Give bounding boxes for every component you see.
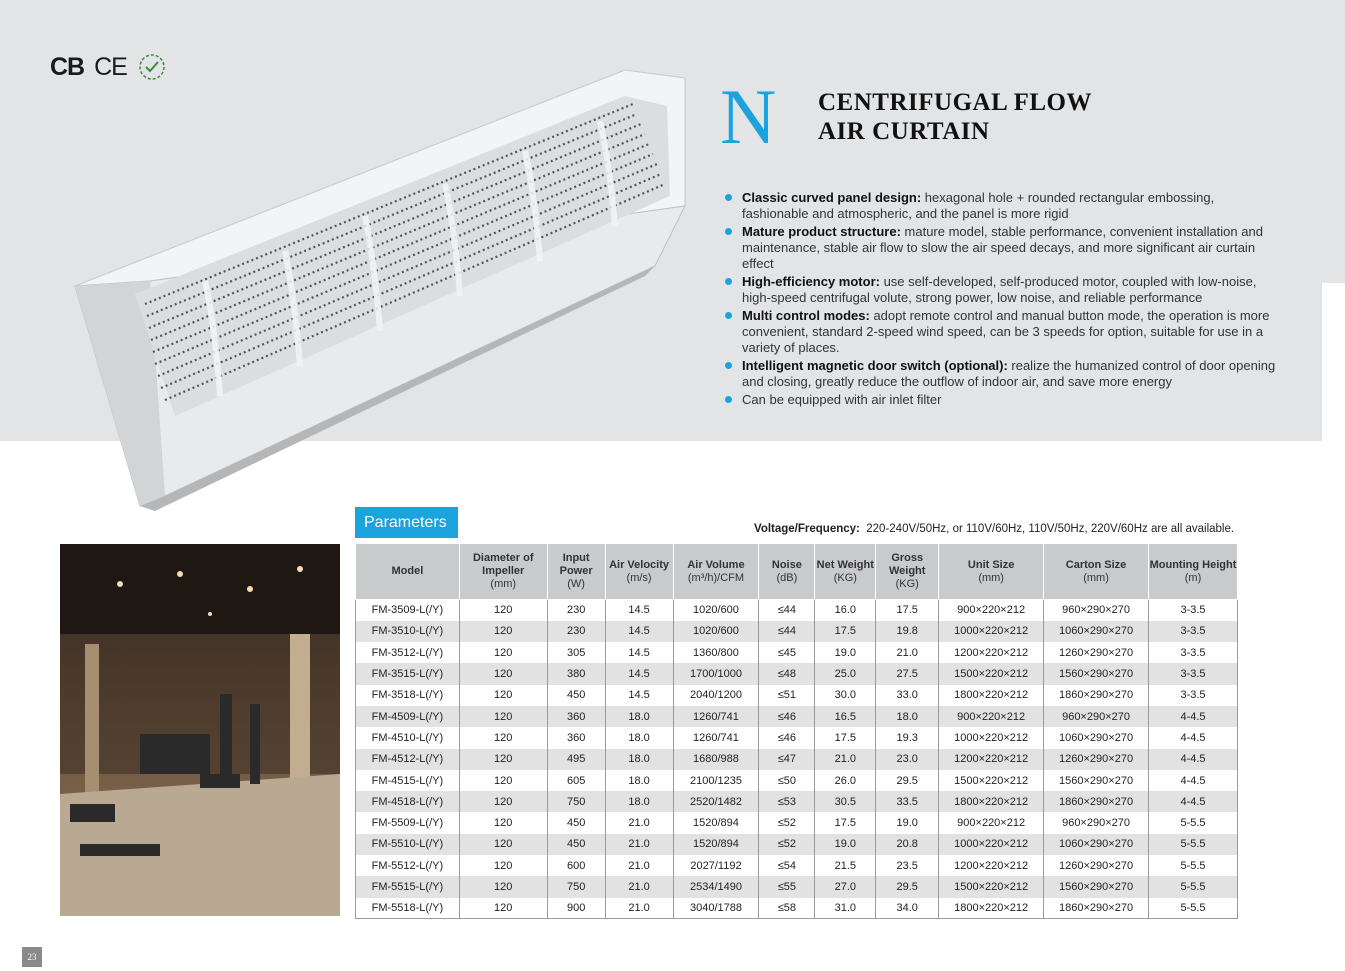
- feature-item: [724, 308, 1284, 356]
- table-cell: 380: [547, 663, 605, 684]
- table-cell: FM-3510-L(/Y): [356, 621, 460, 642]
- table-cell: 21.5: [815, 855, 876, 876]
- table-cell: 30.0: [815, 685, 876, 706]
- table-cell: 1700/1000: [673, 663, 759, 684]
- table-cell: 2040/1200: [673, 685, 759, 706]
- table-cell: 5-5.5: [1149, 834, 1238, 855]
- table-cell: FM-4512-L(/Y): [356, 749, 460, 770]
- feature-item: [724, 224, 1284, 272]
- table-cell: 2100/1235: [673, 770, 759, 791]
- table-row: [356, 791, 1238, 812]
- col-gross-weight: Gross Weight (KG): [876, 544, 939, 600]
- table-cell: 1860×290×270: [1044, 791, 1149, 812]
- table-cell: ≤46: [759, 727, 815, 748]
- table-cell: 1200×220×212: [939, 855, 1044, 876]
- cb-mark: CB: [50, 52, 85, 81]
- table-cell: 230: [547, 621, 605, 642]
- table-cell: 120: [459, 600, 547, 621]
- table-cell: 960×290×270: [1044, 812, 1149, 833]
- table-cell: FM-3509-L(/Y): [356, 600, 460, 621]
- table-row: [356, 621, 1238, 642]
- table-cell: 120: [459, 663, 547, 684]
- table-cell: 1000×220×212: [939, 834, 1044, 855]
- table-cell: 120: [459, 791, 547, 812]
- table-cell: 900×220×212: [939, 706, 1044, 727]
- table-cell: 2520/1482: [673, 791, 759, 812]
- table-cell: FM-3518-L(/Y): [356, 685, 460, 706]
- table-cell: 27.0: [815, 876, 876, 897]
- table-header-row: [356, 544, 1238, 600]
- table-cell: FM-3515-L(/Y): [356, 663, 460, 684]
- parameters-label: Parameters: [355, 507, 458, 538]
- table-cell: 1560×290×270: [1044, 876, 1149, 897]
- table-cell: 1500×220×212: [939, 663, 1044, 684]
- table-cell: 120: [459, 727, 547, 748]
- table-cell: 25.0: [815, 663, 876, 684]
- table-row: [356, 834, 1238, 855]
- table-cell: 305: [547, 642, 605, 663]
- voltage-label: Voltage/Frequency:: [754, 523, 860, 535]
- table-cell: 450: [547, 812, 605, 833]
- table-cell: 21.0: [605, 855, 673, 876]
- table-cell: ≤47: [759, 749, 815, 770]
- table-cell: 1520/894: [673, 812, 759, 833]
- table-row: [356, 855, 1238, 876]
- feature-title: High-efficiency motor:: [742, 274, 880, 289]
- table-cell: 19.0: [815, 642, 876, 663]
- table-cell: 19.8: [876, 621, 939, 642]
- table-cell: 900×220×212: [939, 812, 1044, 833]
- table-cell: FM-3512-L(/Y): [356, 642, 460, 663]
- table-cell: 120: [459, 876, 547, 897]
- table-cell: ≤52: [759, 834, 815, 855]
- feature-text: realize the humanized control of door opening and closing, greatly reduce the outflow of indoor air, and save more energy: [742, 358, 1276, 389]
- table-cell: 120: [459, 812, 547, 833]
- table-cell: 230: [547, 600, 605, 621]
- table-cell: 750: [547, 876, 605, 897]
- table-cell: 360: [547, 727, 605, 748]
- table-cell: 1360/800: [673, 642, 759, 663]
- table-cell: 26.0: [815, 770, 876, 791]
- table-row: [356, 749, 1238, 770]
- col-carton-size: Carton Size (mm): [1044, 544, 1149, 600]
- table-cell: 19.3: [876, 727, 939, 748]
- table-cell: 21.0: [605, 812, 673, 833]
- table-cell: 5-5.5: [1149, 855, 1238, 876]
- table-cell: 600: [547, 855, 605, 876]
- table-cell: 3-3.5: [1149, 685, 1238, 706]
- table-cell: 23.0: [876, 749, 939, 770]
- table-cell: 18.0: [605, 727, 673, 748]
- table-cell: 18.0: [605, 749, 673, 770]
- table-cell: 1200×220×212: [939, 642, 1044, 663]
- table-cell: FM-4518-L(/Y): [356, 791, 460, 812]
- parameters-table: [355, 543, 1238, 919]
- table-cell: 3-3.5: [1149, 621, 1238, 642]
- table-cell: 18.0: [605, 706, 673, 727]
- table-cell: 4-4.5: [1149, 749, 1238, 770]
- table-cell: ≤52: [759, 812, 815, 833]
- table-cell: 2027/1192: [673, 855, 759, 876]
- feature-list: [724, 190, 1284, 410]
- table-cell: 360: [547, 706, 605, 727]
- table-cell: 5-5.5: [1149, 812, 1238, 833]
- table-cell: FM-4515-L(/Y): [356, 770, 460, 791]
- table-cell: 14.5: [605, 600, 673, 621]
- table-cell: 19.0: [815, 834, 876, 855]
- table-cell: 1200×220×212: [939, 749, 1044, 770]
- table-cell: 21.0: [815, 749, 876, 770]
- table-cell: 18.0: [876, 706, 939, 727]
- table-row: [356, 600, 1238, 621]
- feature-title: Mature product structure:: [742, 224, 901, 239]
- table-cell: 14.5: [605, 685, 673, 706]
- table-cell: 900×220×212: [939, 600, 1044, 621]
- ce-mark: CE: [94, 52, 127, 81]
- table-cell: 21.0: [876, 642, 939, 663]
- table-cell: 19.0: [876, 812, 939, 833]
- table-row: [356, 876, 1238, 897]
- feature-item: [724, 392, 1284, 408]
- voltage-value: 220-240V/50Hz, or 110V/60Hz, 110V/50Hz, 220V/60Hz are all available.: [866, 523, 1235, 535]
- table-cell: 750: [547, 791, 605, 812]
- page-number: 23: [22, 947, 42, 967]
- table-cell: ≤48: [759, 663, 815, 684]
- gym-interior-photo: [60, 544, 340, 916]
- table-cell: 1020/600: [673, 600, 759, 621]
- table-cell: 29.5: [876, 770, 939, 791]
- table-cell: 14.5: [605, 642, 673, 663]
- table-cell: FM-5510-L(/Y): [356, 834, 460, 855]
- table-row: [356, 770, 1238, 791]
- table-cell: 1500×220×212: [939, 876, 1044, 897]
- table-cell: 17.5: [815, 727, 876, 748]
- table-cell: 1020/600: [673, 621, 759, 642]
- table-cell: 1060×290×270: [1044, 621, 1149, 642]
- col-model: Model: [356, 544, 460, 600]
- table-cell: 1260×290×270: [1044, 855, 1149, 876]
- table-cell: ≤58: [759, 898, 815, 919]
- table-cell: 1060×290×270: [1044, 834, 1149, 855]
- table-cell: 18.0: [605, 791, 673, 812]
- table-cell: 1260/741: [673, 706, 759, 727]
- table-cell: 20.8: [876, 834, 939, 855]
- table-cell: 14.5: [605, 663, 673, 684]
- title-line-1: CENTRIFUGAL FLOW: [818, 89, 1093, 116]
- table-cell: ≤53: [759, 791, 815, 812]
- table-cell: 3-3.5: [1149, 600, 1238, 621]
- col-net-weight: Net Weight (KG): [815, 544, 876, 600]
- feature-text: hexagonal hole + rounded rectangular embossing, fashionable and atmospheric, and the panel is more rigid: [742, 190, 1215, 221]
- table-cell: 2534/1490: [673, 876, 759, 897]
- table-cell: 1520/894: [673, 834, 759, 855]
- table-cell: 17.5: [815, 621, 876, 642]
- table-cell: 495: [547, 749, 605, 770]
- feature-item: [724, 358, 1284, 390]
- table-cell: 1000×220×212: [939, 621, 1044, 642]
- table-cell: 23.5: [876, 855, 939, 876]
- table-row: [356, 898, 1238, 919]
- table-cell: 21.0: [605, 876, 673, 897]
- table-cell: 18.0: [605, 770, 673, 791]
- table-cell: 120: [459, 834, 547, 855]
- table-cell: 21.0: [605, 898, 673, 919]
- table-cell: ≤45: [759, 642, 815, 663]
- col-power: Input Power (W): [547, 544, 605, 600]
- table-cell: 31.0: [815, 898, 876, 919]
- voltage-note: [754, 523, 1234, 535]
- table-cell: 120: [459, 621, 547, 642]
- col-mounting-height: Mounting Height (m): [1149, 544, 1238, 600]
- table-cell: 1800×220×212: [939, 898, 1044, 919]
- table-cell: 1560×290×270: [1044, 663, 1149, 684]
- table-row: [356, 642, 1238, 663]
- table-cell: ≤44: [759, 621, 815, 642]
- table-cell: 4-4.5: [1149, 770, 1238, 791]
- table-cell: 33.5: [876, 791, 939, 812]
- table-cell: 17.5: [876, 600, 939, 621]
- table-row: [356, 706, 1238, 727]
- table-row: [356, 727, 1238, 748]
- feature-title: Multi control modes:: [742, 308, 870, 323]
- table-cell: 960×290×270: [1044, 706, 1149, 727]
- table-cell: 4-4.5: [1149, 706, 1238, 727]
- table-row: [356, 663, 1238, 684]
- table-cell: ≤50: [759, 770, 815, 791]
- feature-item: [724, 274, 1284, 306]
- table-cell: 120: [459, 749, 547, 770]
- table-cell: 34.0: [876, 898, 939, 919]
- table-cell: 1000×220×212: [939, 727, 1044, 748]
- table-cell: 3-3.5: [1149, 663, 1238, 684]
- feature-item: [724, 190, 1284, 222]
- col-impeller: Diameter of Impeller (mm): [459, 544, 547, 600]
- table-cell: 16.0: [815, 600, 876, 621]
- table-cell: ≤51: [759, 685, 815, 706]
- table-cell: 900: [547, 898, 605, 919]
- table-cell: 1800×220×212: [939, 791, 1044, 812]
- table-cell: FM-5518-L(/Y): [356, 898, 460, 919]
- table-cell: 120: [459, 898, 547, 919]
- table-cell: 5-5.5: [1149, 898, 1238, 919]
- table-cell: ≤44: [759, 600, 815, 621]
- table-row: [356, 812, 1238, 833]
- table-row: [356, 685, 1238, 706]
- table-cell: 33.0: [876, 685, 939, 706]
- hero-background-notch: [1322, 283, 1345, 441]
- table-body: [356, 600, 1238, 919]
- table-cell: ≤55: [759, 876, 815, 897]
- table-cell: 3040/1788: [673, 898, 759, 919]
- table-cell: 4-4.5: [1149, 727, 1238, 748]
- table-cell: FM-5509-L(/Y): [356, 812, 460, 833]
- table-cell: FM-4509-L(/Y): [356, 706, 460, 727]
- table-cell: 27.5: [876, 663, 939, 684]
- table-cell: 16.5: [815, 706, 876, 727]
- table-cell: 960×290×270: [1044, 600, 1149, 621]
- table-cell: 21.0: [605, 834, 673, 855]
- table-cell: 1680/988: [673, 749, 759, 770]
- title-line-2: AIR CURTAIN: [818, 118, 990, 145]
- table-cell: 450: [547, 685, 605, 706]
- table-cell: 120: [459, 685, 547, 706]
- table-cell: 1500×220×212: [939, 770, 1044, 791]
- table-cell: 3-3.5: [1149, 642, 1238, 663]
- air-curtain-product-image: [55, 66, 695, 516]
- table-cell: 5-5.5: [1149, 876, 1238, 897]
- table-cell: 1060×290×270: [1044, 727, 1149, 748]
- table-cell: FM-5515-L(/Y): [356, 876, 460, 897]
- col-volume: Air Volume (m³/h)/CFM: [673, 544, 759, 600]
- feature-text: mature model, stable performance, convenient installation and maintenance, stable air flow to slow the air speed decays, and more significant air curtain effect: [742, 224, 1263, 271]
- table-cell: 1860×290×270: [1044, 898, 1149, 919]
- table-cell: 29.5: [876, 876, 939, 897]
- table-cell: 4-4.5: [1149, 791, 1238, 812]
- table-cell: 120: [459, 770, 547, 791]
- table-cell: 1560×290×270: [1044, 770, 1149, 791]
- table-cell: 1260/741: [673, 727, 759, 748]
- table-cell: 605: [547, 770, 605, 791]
- table-cell: FM-4510-L(/Y): [356, 727, 460, 748]
- table-cell: 1260×290×270: [1044, 749, 1149, 770]
- table-cell: 120: [459, 642, 547, 663]
- feature-text: use self-developed, self-produced motor, coupled with low-noise, high-speed centrifugal volute, strong power, low noise, and reliable performance: [742, 274, 1257, 305]
- feature-title: Intelligent magnetic door switch (optional):: [742, 358, 1008, 373]
- table-cell: 30.5: [815, 791, 876, 812]
- table-cell: 120: [459, 706, 547, 727]
- feature-title: Classic curved panel design:: [742, 190, 922, 205]
- table-cell: 120: [459, 855, 547, 876]
- feature-text: Can be equipped with air inlet filter: [742, 392, 942, 407]
- col-noise: Noise (dB): [759, 544, 815, 600]
- page-title: [818, 88, 1092, 146]
- table-cell: 14.5: [605, 621, 673, 642]
- table-cell: 1260×290×270: [1044, 642, 1149, 663]
- feature-text: adopt remote control and manual button mode, the operation is more convenient, standard 2-speed wind speed, can be 3 speeds for option, suitable for use in a variety of places.: [742, 308, 1270, 355]
- table-cell: ≤54: [759, 855, 815, 876]
- table-cell: 1800×220×212: [939, 685, 1044, 706]
- col-velocity: Air Velocity (m/s): [605, 544, 673, 600]
- table-cell: 17.5: [815, 812, 876, 833]
- col-unit-size: Unit Size (mm): [939, 544, 1044, 600]
- table-cell: 1860×290×270: [1044, 685, 1149, 706]
- table-cell: FM-5512-L(/Y): [356, 855, 460, 876]
- table-cell: ≤46: [759, 706, 815, 727]
- series-letter: N: [720, 73, 777, 160]
- table-cell: 450: [547, 834, 605, 855]
